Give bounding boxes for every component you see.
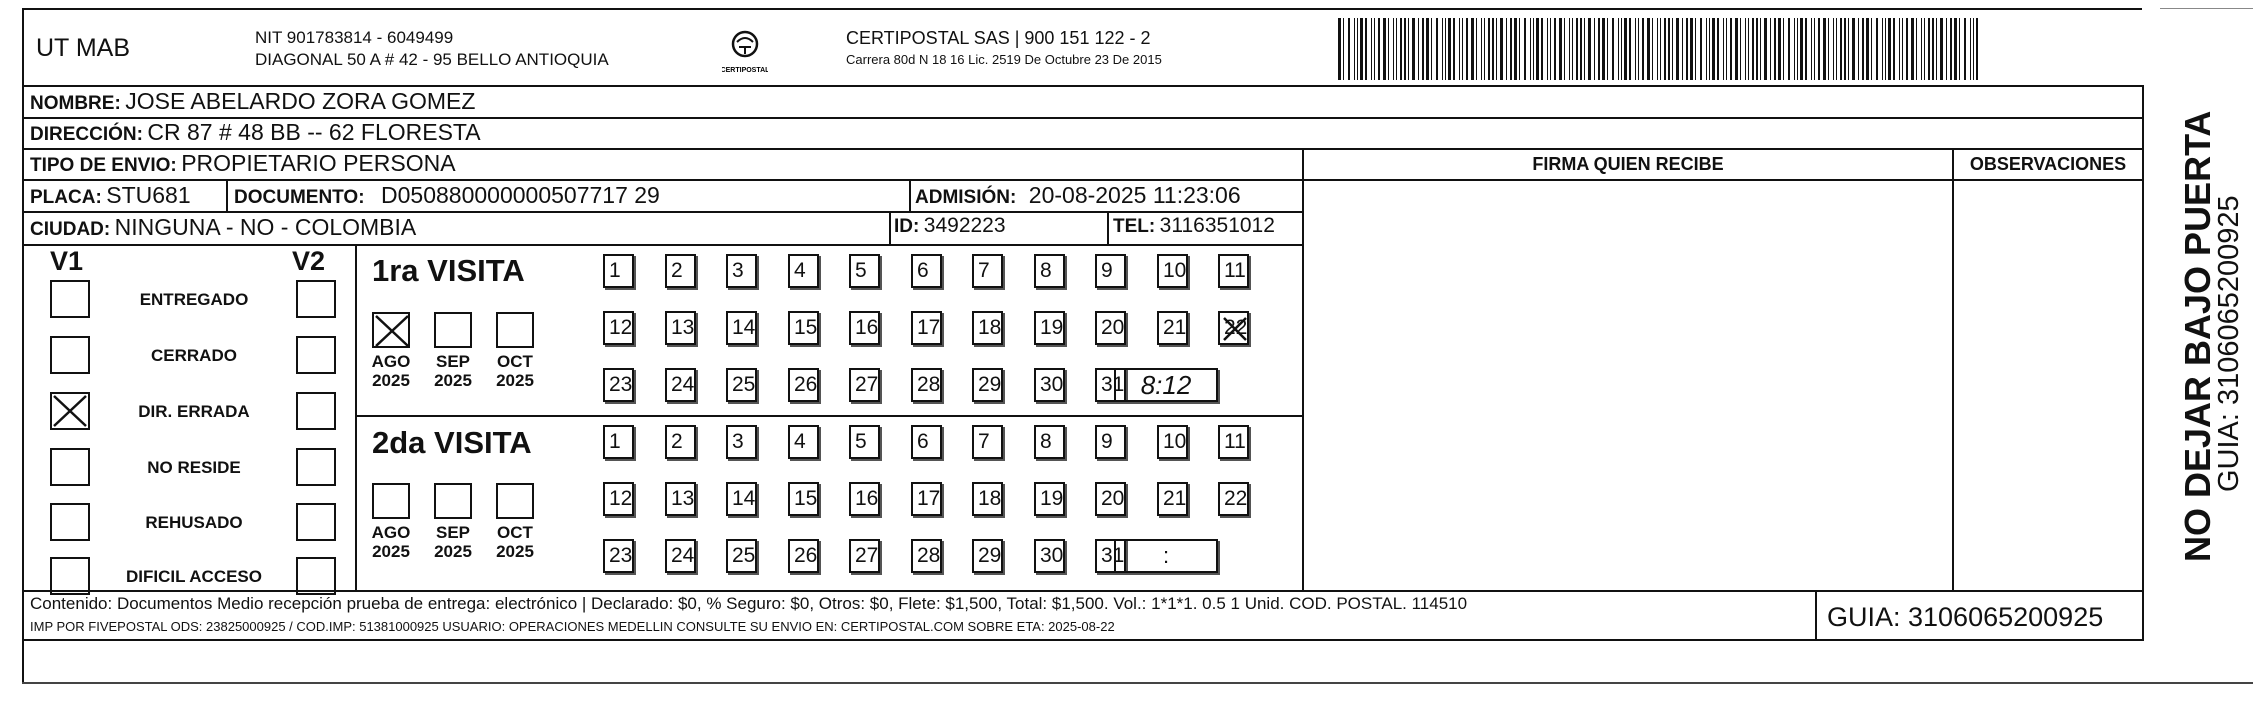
visit1-month-label: OCT 2025 <box>496 352 534 390</box>
v1-checkbox[interactable] <box>50 336 90 374</box>
visit2-day-box[interactable]: 19 <box>1034 482 1065 516</box>
status-label: ENTREGADO <box>139 290 249 309</box>
col-divider-obs <box>1952 148 1954 591</box>
nombre-label: NOMBRE: <box>30 93 121 114</box>
visit2-month-label: AGO 2025 <box>371 523 411 561</box>
nombre-row <box>30 88 475 115</box>
visit2-day-box[interactable]: 6 <box>911 425 942 459</box>
v2-checkbox[interactable] <box>296 392 336 430</box>
side-warning: NO DEJAR BAJO PUERTA <box>2177 110 2218 562</box>
visit1-month-label: SEP 2025 <box>434 352 472 390</box>
visit2-day-box[interactable]: 24 <box>665 539 696 573</box>
status-label: CERRADO <box>151 346 237 365</box>
visit2-day-box[interactable]: 3 <box>726 425 757 459</box>
visit2-day-box[interactable]: 9 <box>1095 425 1126 459</box>
visit2-time-box[interactable]: : <box>1114 539 1218 573</box>
section-divider <box>355 415 1303 417</box>
visit1-month-checkbox[interactable] <box>434 312 472 348</box>
visit2-day-box[interactable]: 17 <box>911 482 942 516</box>
col-divider-guia <box>1815 590 1817 640</box>
visit2-day-box[interactable]: 27 <box>849 539 880 573</box>
col-divider-id <box>889 212 891 245</box>
row-divider <box>22 211 1303 213</box>
visit2-day-box[interactable]: 29 <box>972 539 1003 573</box>
visit1-day-box[interactable]: 5 <box>849 254 880 288</box>
footer-divider <box>22 590 2144 592</box>
v1-header: V1 <box>50 246 84 276</box>
visit2-day-box[interactable]: 10 <box>1157 425 1188 459</box>
v1-checkbox[interactable] <box>50 448 90 486</box>
visit1-title: 1ra VISITA <box>372 253 525 288</box>
visit1-day-box[interactable]: 15 <box>788 311 819 345</box>
company-address: DIAGONAL 50 A # 42 - 95 BELLO ANTIOQUIA <box>255 50 609 69</box>
visit1-day-box[interactable]: 2 <box>665 254 696 288</box>
v2-checkbox[interactable] <box>296 336 336 374</box>
visit1-month-label: AGO 2025 <box>371 352 411 390</box>
visit2-month-checkbox[interactable] <box>434 483 472 519</box>
visit1-day-box[interactable]: 9 <box>1095 254 1126 288</box>
carrier-license: Carrera 80d N 18 16 Lic. 2519 De Octubre 23 De 2015 <box>846 52 1162 67</box>
visit1-day-box[interactable]: 30 <box>1034 368 1065 402</box>
documento-value: D050880000000507717 29 <box>381 182 660 208</box>
ciudad-cell <box>30 214 416 241</box>
visit1-day-box[interactable]: 4 <box>788 254 819 288</box>
col-divider-placa <box>226 180 228 212</box>
visit2-day-box[interactable]: 15 <box>788 482 819 516</box>
visit2-day-box[interactable]: 26 <box>788 539 819 573</box>
tipo-row <box>30 150 456 177</box>
col-divider-firma <box>1302 148 1304 591</box>
visit1-day-box[interactable]: 22 <box>1218 311 1249 345</box>
col-divider-admision <box>909 180 911 212</box>
visit1-day-box[interactable]: 3 <box>726 254 757 288</box>
firma-header: FIRMA QUIEN RECIBE <box>1532 154 1724 174</box>
visit1-day-box[interactable]: 25 <box>726 368 757 402</box>
admision-label: ADMISIÓN: <box>915 187 1017 208</box>
visit2-day-box[interactable]: 20 <box>1095 482 1126 516</box>
observaciones-header: OBSERVACIONES <box>1969 154 2127 174</box>
status-label: DIR. ERRADA <box>138 402 250 421</box>
visit2-day-box[interactable]: 2 <box>665 425 696 459</box>
admision-value: 20-08-2025 11:23:06 <box>1028 182 1241 208</box>
tel-label: TEL: <box>1113 216 1156 237</box>
footer-guia: GUIA: 3106065200925 <box>1827 602 2104 632</box>
visit2-day-box[interactable]: 4 <box>788 425 819 459</box>
visit1-day-box[interactable]: 21 <box>1157 311 1188 345</box>
visit1-day-box[interactable]: 28 <box>911 368 942 402</box>
visit2-day-box[interactable]: 30 <box>1034 539 1065 573</box>
table-bottom <box>22 639 2144 641</box>
ciudad-label: CIUDAD: <box>30 219 111 240</box>
visit2-day-box[interactable]: 21 <box>1157 482 1188 516</box>
visit2-day-box[interactable]: 7 <box>972 425 1003 459</box>
visit1-day-box[interactable]: 1 <box>603 254 634 288</box>
visit1-day-box[interactable]: 7 <box>972 254 1003 288</box>
visit2-day-box[interactable]: 11 <box>1218 425 1249 459</box>
visit2-day-box[interactable]: 16 <box>849 482 880 516</box>
visit1-day-box[interactable]: 6 <box>911 254 942 288</box>
visit1-day-box[interactable]: 16 <box>849 311 880 345</box>
placa-value: STU681 <box>106 182 191 208</box>
company-nit: NIT 901783814 - 6049499 <box>255 28 454 47</box>
documento-label: DOCUMENTO: <box>234 187 365 208</box>
placa-label: PLACA: <box>30 187 102 208</box>
visit1-day-box[interactable]: 24 <box>665 368 696 402</box>
row-divider <box>22 179 2144 181</box>
nombre-value: JOSE ABELARDO ZORA GOMEZ <box>125 88 476 114</box>
status-label: REHUSADO <box>145 513 243 532</box>
svg-text:CERTIPOSTAL: CERTIPOSTAL <box>722 67 768 74</box>
documento-cell <box>234 182 660 209</box>
table-top <box>22 85 2144 87</box>
tipo-label: TIPO DE ENVIO: <box>30 155 177 176</box>
visit1-month-checkbox[interactable] <box>496 312 534 348</box>
placa-cell <box>30 182 191 209</box>
visit1-day-box[interactable]: 14 <box>726 311 757 345</box>
v2-checkbox[interactable] <box>296 503 336 541</box>
visit2-day-box[interactable]: 31 <box>1095 539 1126 573</box>
id-label: ID: <box>894 216 920 237</box>
direccion-label: DIRECCIÓN: <box>30 124 143 145</box>
tipo-value: PROPIETARIO PERSONA <box>181 150 456 176</box>
tel-cell <box>1113 214 1275 238</box>
visit2-day-box[interactable]: 1 <box>603 425 634 459</box>
v2-checkbox[interactable] <box>296 557 336 595</box>
carrier-name: CERTIPOSTAL SAS | 900 151 122 - 2 <box>846 28 1151 48</box>
visit2-title: 2da VISITA <box>372 425 532 460</box>
visit2-day-box[interactable]: 23 <box>603 539 634 573</box>
visit2-day-box[interactable]: 5 <box>849 425 880 459</box>
status-label: DIFICIL ACCESO <box>125 567 262 586</box>
imp-text: IMP POR FIVEPOSTAL ODS: 23825000925 / COD.IMP: 51381000925 USUARIO: OPERACIONES MEDELLIN CONSULTE SU ENVIO EN: CERTIPOSTAL.COM SOBRE ETA: 2025-08-22 <box>30 619 1115 634</box>
visit1-day-box[interactable]: 17 <box>911 311 942 345</box>
visit2-day-box[interactable]: 22 <box>1218 482 1249 516</box>
contenido-text: Contenido: Documentos Medio recepción prueba de entrega: electrónico | Declarado: $0, % Seguro: $0, Otros: $0, Flete: $1,500, Total: $1,500. Vol.: 1*1*1. 0.5 1 Unid. COD. POSTAL. 114510 <box>30 594 1468 613</box>
v2-header: V2 <box>292 246 326 276</box>
visit2-month-checkbox[interactable] <box>496 483 534 519</box>
top-border-right <box>2160 8 2253 9</box>
visit2-day-box[interactable]: 28 <box>911 539 942 573</box>
v1-checkbox[interactable] <box>50 280 90 318</box>
visit2-month-label: OCT 2025 <box>496 523 534 561</box>
visit1-day-box[interactable]: 10 <box>1157 254 1188 288</box>
visit1-month-checkbox[interactable] <box>372 312 410 348</box>
direccion-value: CR 87 # 48 BB -- 62 FLORESTA <box>147 119 481 145</box>
row-divider <box>22 244 1303 246</box>
v2-checkbox[interactable] <box>296 280 336 318</box>
visit2-day-box[interactable]: 14 <box>726 482 757 516</box>
visit1-day-box[interactable]: 12 <box>603 311 634 345</box>
visit1-day-box[interactable]: 29 <box>972 368 1003 402</box>
visit2-day-box[interactable]: 8 <box>1034 425 1065 459</box>
side-guia: GUIA: 3106065200925 <box>2213 195 2245 492</box>
ciudad-value: NINGUNA - NO - COLOMBIA <box>114 214 417 240</box>
v1-checkbox[interactable] <box>50 503 90 541</box>
col-divider-tel <box>1107 212 1109 245</box>
id-cell <box>894 214 1006 238</box>
left-border <box>22 8 24 683</box>
visit1-day-box[interactable]: 8 <box>1034 254 1065 288</box>
barcode <box>1338 18 1978 80</box>
admision-cell <box>915 182 1241 209</box>
col-divider-status <box>355 244 357 591</box>
visit1-day-box[interactable]: 19 <box>1034 311 1065 345</box>
visit1-day-box[interactable]: 31 <box>1095 368 1126 402</box>
visit2-month-label: SEP 2025 <box>434 523 472 561</box>
visit1-day-box[interactable]: 20 <box>1095 311 1126 345</box>
visit1-day-box[interactable]: 11 <box>1218 254 1249 288</box>
visit2-month-checkbox[interactable] <box>372 483 410 519</box>
v1-checkbox[interactable] <box>50 557 90 595</box>
bottom-border <box>22 682 2253 684</box>
visit1-time-box[interactable]: 8:12 <box>1114 368 1218 402</box>
tel-value: 3116351012 <box>1159 214 1275 237</box>
visit2-day-box[interactable]: 13 <box>665 482 696 516</box>
visit1-day-box[interactable]: 23 <box>603 368 634 402</box>
table-right <box>2142 85 2144 640</box>
visit1-day-box[interactable]: 13 <box>665 311 696 345</box>
id-value: 3492223 <box>923 214 1006 237</box>
company-name: UT MAB <box>36 34 130 62</box>
visit2-day-box[interactable]: 18 <box>972 482 1003 516</box>
visit1-day-box[interactable]: 26 <box>788 368 819 402</box>
visit2-day-box[interactable]: 25 <box>726 539 757 573</box>
v1-checkbox[interactable] <box>50 392 90 430</box>
certipostal-logo <box>722 28 768 76</box>
status-label: NO RESIDE <box>147 458 241 477</box>
visit1-day-box[interactable]: 27 <box>849 368 880 402</box>
visit2-day-box[interactable]: 12 <box>603 482 634 516</box>
visit1-day-box[interactable]: 18 <box>972 311 1003 345</box>
top-border <box>22 8 2142 10</box>
v2-checkbox[interactable] <box>296 448 336 486</box>
direccion-row <box>30 119 481 146</box>
